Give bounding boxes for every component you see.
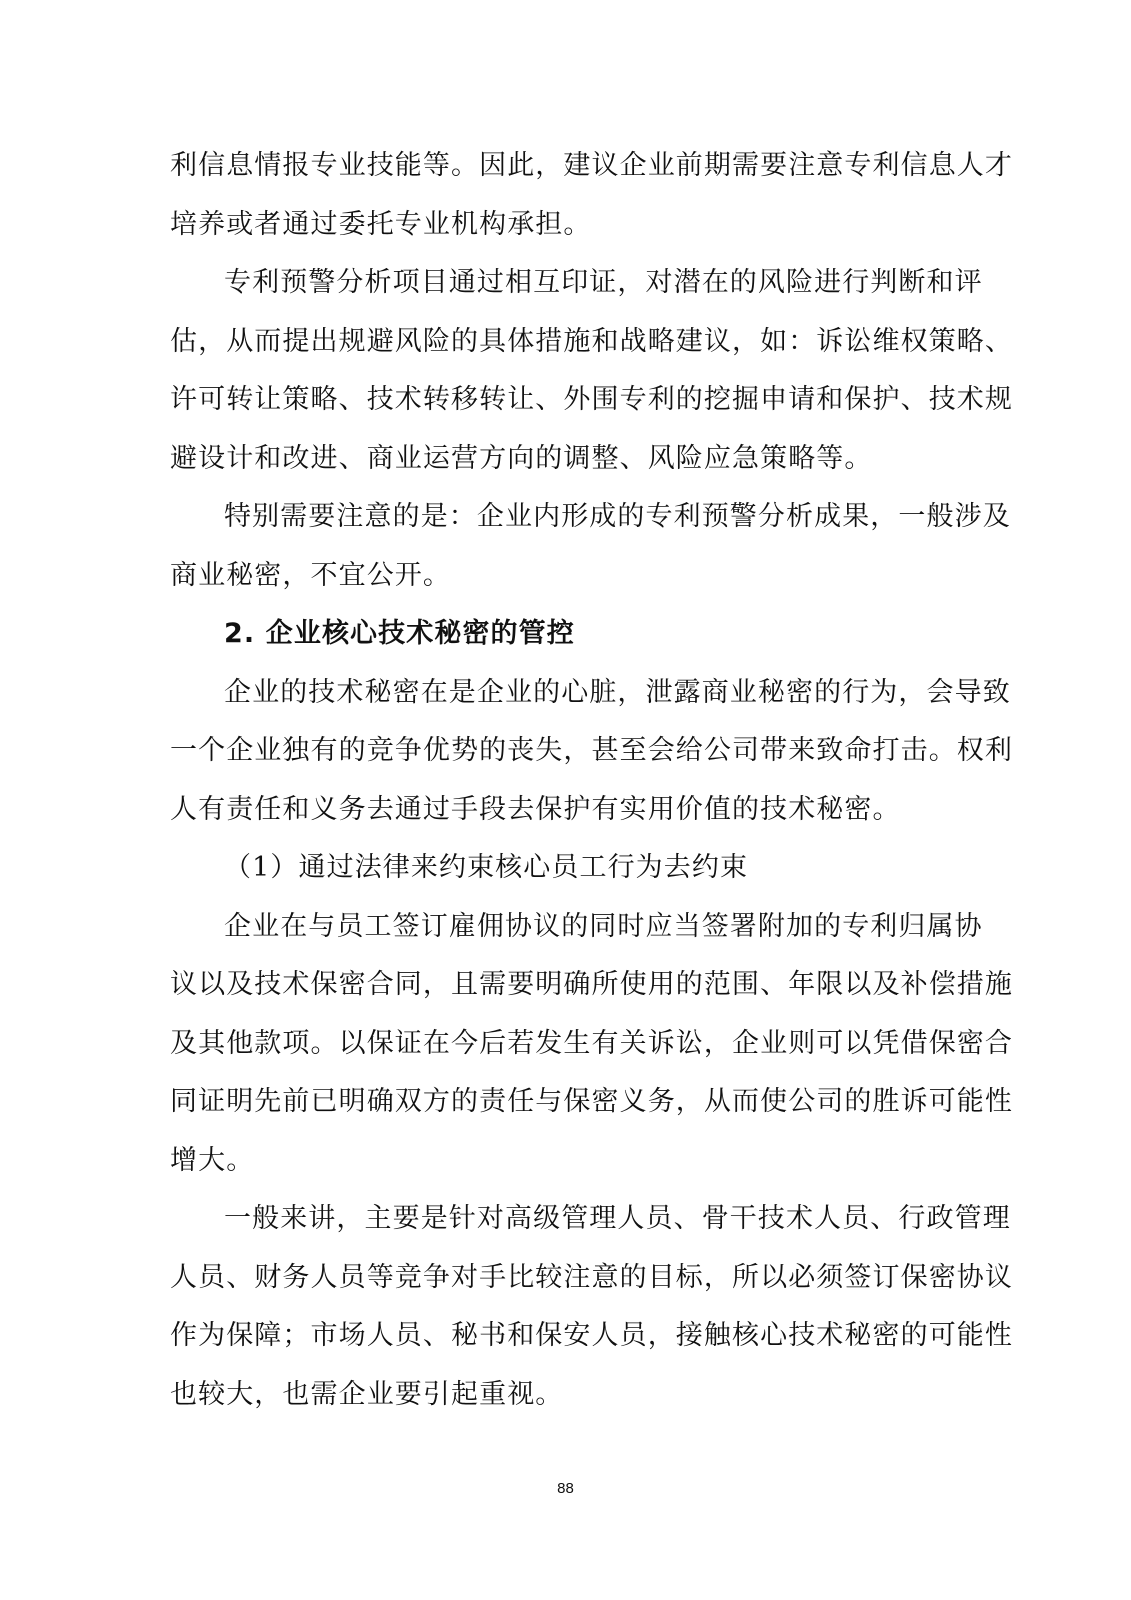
text-line: 增大。 [170,1144,255,1176]
text-line: 也较大，也需企业要引起重视。 [170,1378,564,1410]
subsection-heading: （1）通过法律来约束核心员工行为去约束 [224,852,749,883]
text-line: 培养或者通过委托专业机构承担。 [170,208,592,240]
page-number: 88 [557,1480,574,1497]
page-body [170,137,1013,1424]
paragraph [170,137,1013,254]
paragraph [170,488,1011,605]
text-line: 特别需要注意的是：企业内形成的专利预警分析成果，一般涉及 [224,501,1011,532]
text-line: 一般来讲，主要是针对高级管理人员、骨干技术人员、行政管理 [224,1203,1011,1234]
text-line: 利信息情报专业技能等。因此，建议企业前期需要注意专利信息人才 [170,150,1013,181]
text-line: 人有责任和义务去通过手段去保护有实用价值的技术秘密。 [170,793,901,825]
text-line: 及其他款项。以保证在今后若发生有关诉讼，企业则可以凭借保密合 [170,1027,1013,1059]
text-line: 专利预警分析项目通过相互印证，对潜在的风险进行判断和评 [224,267,983,298]
section-heading: 2. 企业核心技术秘密的管控 [224,618,575,649]
text-line: 许可转让策略、技术转移转让、外围专利的挖掘申请和保护、技术规 [170,384,1013,415]
paragraph [170,664,1013,840]
paragraph [170,254,1013,488]
text-line: 同证明先前已明确双方的责任与保密义务，从而使公司的胜诉可能性 [170,1086,1013,1117]
text-line: 议以及技术保密合同，且需要明确所使用的范围、年限以及补偿措施 [170,969,1013,1000]
text-line: 估，从而提出规避风险的具体措施和战略建议，如：诉讼维权策略、 [170,325,1013,357]
text-line: 避设计和改进、商业运营方向的调整、风险应急策略等。 [170,442,873,474]
text-line: 一个企业独有的竞争优势的丧失，甚至会给公司带来致命打击。权利 [170,735,1013,766]
text-line: 企业在与员工签订雇佣协议的同时应当签署附加的专利归属协 [224,910,983,942]
text-line: 企业的技术秘密在是企业的心脏，泄露商业秘密的行为，会导致 [224,676,1011,708]
text-line: 人员、财务人员等竞争对手比较注意的目标，所以必须签订保密协议 [170,1261,1013,1293]
text-line: 商业秘密，不宜公开。 [170,559,451,591]
paragraph [170,898,1013,1191]
text-line: 作为保障；市场人员、秘书和保安人员，接触核心技术秘密的可能性 [170,1320,1013,1351]
paragraph [170,1190,1013,1424]
